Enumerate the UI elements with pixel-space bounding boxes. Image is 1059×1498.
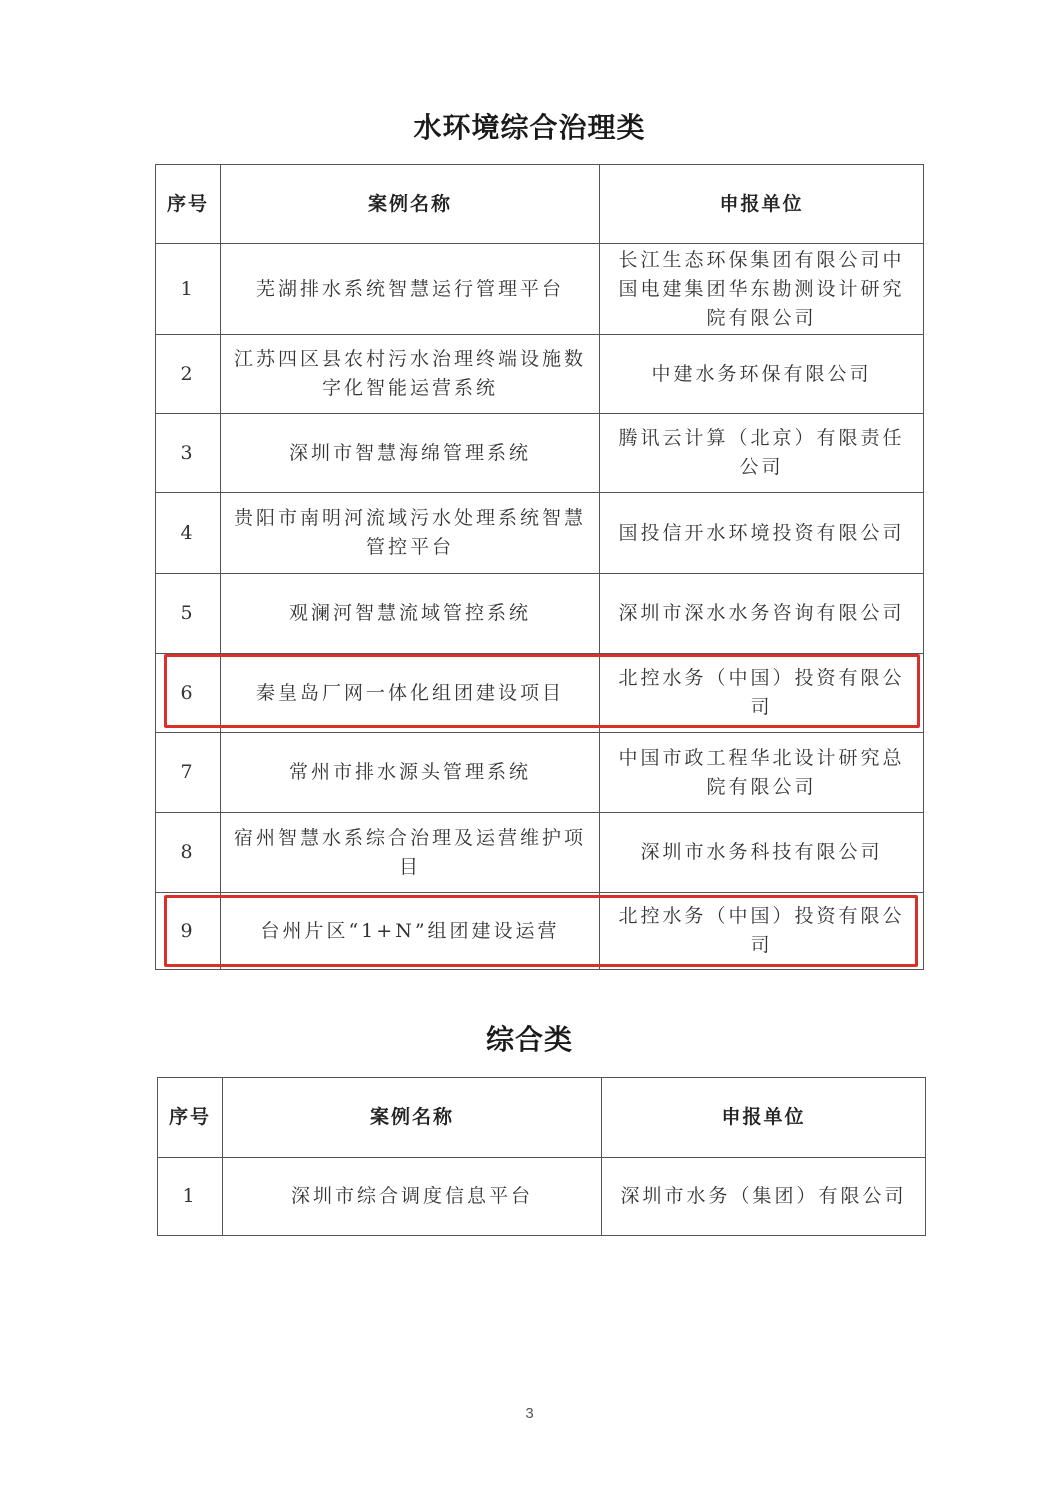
- table-row: [156, 335, 924, 414]
- row-unit: 长江生态环保集团有限公司中国电建集团华东勘测设计研究院有限公司: [600, 244, 924, 335]
- row-no: 3: [156, 414, 221, 493]
- table-row: [158, 1158, 926, 1236]
- row-case-name: 深圳市智慧海绵管理系统: [221, 414, 600, 493]
- row-no: 4: [156, 493, 221, 574]
- row-case-name: 秦皇岛厂网一体化组团建设项目: [221, 654, 600, 733]
- table-row: [156, 654, 924, 733]
- row-case-name: 贵阳市南明河流域污水处理系统智慧管控平台: [221, 493, 600, 574]
- table-row: [156, 244, 924, 335]
- row-case-name: 宿州智慧水系综合治理及运营维护项目: [221, 813, 600, 893]
- header-no: 序号: [158, 1078, 223, 1158]
- row-unit: 国投信开水环境投资有限公司: [600, 493, 924, 574]
- row-case-name: 台州片区“1+N”组团建设运营: [221, 893, 600, 970]
- header-case-name: 案例名称: [221, 165, 600, 244]
- row-unit: 中建水务环保有限公司: [600, 335, 924, 414]
- row-unit: 中国市政工程华北设计研究总院有限公司: [600, 733, 924, 813]
- row-no: 1: [156, 244, 221, 335]
- row-case-name: 观澜河智慧流域管控系统: [221, 574, 600, 654]
- water-environment-table: [155, 164, 924, 970]
- section-title-comprehensive: 综合类: [485, 1023, 573, 1056]
- table-row: [156, 733, 924, 813]
- row-unit: 深圳市水务科技有限公司: [600, 813, 924, 893]
- row-case-name: 江苏四区县农村污水治理终端设施数字化智能运营系统: [221, 335, 600, 414]
- table-row: [156, 893, 924, 970]
- row-unit: 北控水务（中国）投资有限公司: [600, 654, 924, 733]
- row-unit: 北控水务（中国）投资有限公司: [600, 893, 924, 970]
- page-number: 3: [525, 1405, 534, 1422]
- table-row: [156, 813, 924, 893]
- table-row: [156, 414, 924, 493]
- row-case-name: 深圳市综合调度信息平台: [223, 1158, 602, 1236]
- table-row: [156, 493, 924, 574]
- header-unit: 申报单位: [602, 1078, 926, 1158]
- header-no: 序号: [156, 165, 221, 244]
- row-unit: 深圳市水务（集团）有限公司: [602, 1158, 926, 1236]
- table-header-row: [156, 165, 924, 244]
- section-title-water-environment: 水环境综合治理类: [413, 111, 646, 144]
- row-no: 7: [156, 733, 221, 813]
- table-row: [156, 574, 924, 654]
- comprehensive-table: [157, 1077, 926, 1236]
- row-no: 1: [158, 1158, 223, 1236]
- row-no: 5: [156, 574, 221, 654]
- row-case-name: 芜湖排水系统智慧运行管理平台: [221, 244, 600, 335]
- row-no: 9: [156, 893, 221, 970]
- row-case-name: 常州市排水源头管理系统: [221, 733, 600, 813]
- header-case-name: 案例名称: [223, 1078, 602, 1158]
- row-unit: 腾讯云计算（北京）有限责任公司: [600, 414, 924, 493]
- header-unit: 申报单位: [600, 165, 924, 244]
- row-no: 8: [156, 813, 221, 893]
- row-no: 2: [156, 335, 221, 414]
- row-no: 6: [156, 654, 221, 733]
- table-header-row: [158, 1078, 926, 1158]
- row-unit: 深圳市深水水务咨询有限公司: [600, 574, 924, 654]
